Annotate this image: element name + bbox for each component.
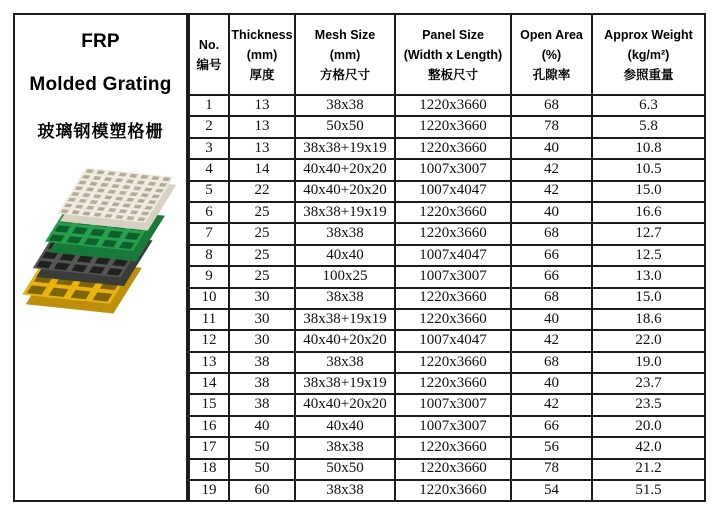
table-cell: 100x25 — [295, 266, 395, 287]
table-row — [189, 459, 705, 480]
table-cell: 30 — [229, 288, 295, 309]
table-cell: 1220x3660 — [395, 352, 511, 373]
table-row — [189, 373, 705, 394]
table-row — [189, 181, 705, 202]
table-cell: 68 — [511, 223, 592, 244]
table-cell: 1220x3660 — [395, 373, 511, 394]
table-cell: 38x38 — [295, 437, 395, 458]
table-cell: 38x38+19x19 — [295, 138, 395, 159]
table-cell: 68 — [511, 352, 592, 373]
table-cell: 14 — [229, 159, 295, 180]
table-row — [189, 266, 705, 287]
table-row — [189, 330, 705, 351]
table-cell: 15.0 — [592, 181, 705, 202]
table-cell: 4 — [189, 159, 229, 180]
table-cell: 15 — [189, 394, 229, 415]
table-cell: 1220x3660 — [395, 480, 511, 501]
table-cell: 10.5 — [592, 159, 705, 180]
table-cell: 1007x3007 — [395, 394, 511, 415]
table-cell: 25 — [229, 202, 295, 223]
table-cell: 54 — [511, 480, 592, 501]
table-cell: 12.5 — [592, 245, 705, 266]
table-cell: 40x40+20x20 — [295, 330, 395, 351]
table-row — [189, 95, 705, 116]
table-cell: 1007x3007 — [395, 159, 511, 180]
brand-title-chinese: 玻璃钢模塑格栅 — [37, 122, 164, 141]
table-cell: 13 — [229, 116, 295, 137]
table-cell: 78 — [511, 116, 592, 137]
table-cell: 15.0 — [592, 288, 705, 309]
table-cell: 6 — [189, 202, 229, 223]
table-cell: 23.5 — [592, 394, 705, 415]
table-cell: 42 — [511, 181, 592, 202]
table-cell: 42.0 — [592, 437, 705, 458]
brand-title-molded-grating: Molded Grating — [29, 74, 172, 95]
spec-table — [188, 13, 706, 502]
table-cell: 51.5 — [592, 480, 705, 501]
column-header: Thickness (mm) 厚度 — [229, 14, 295, 95]
table-cell: 66 — [511, 416, 592, 437]
table-cell: 40x40 — [295, 245, 395, 266]
table-cell: 7 — [189, 223, 229, 244]
table-cell: 38x38 — [295, 352, 395, 373]
table-cell: 38x38+19x19 — [295, 373, 395, 394]
table-row — [189, 394, 705, 415]
table-cell: 1220x3660 — [395, 138, 511, 159]
table-cell: 1220x3660 — [395, 202, 511, 223]
table-cell: 2 — [189, 116, 229, 137]
table-cell: 78 — [511, 459, 592, 480]
table-cell: 19.0 — [592, 352, 705, 373]
table-cell: 14 — [189, 373, 229, 394]
table-row — [189, 223, 705, 244]
table-cell: 13.0 — [592, 266, 705, 287]
table-cell: 42 — [511, 159, 592, 180]
table-row — [189, 480, 705, 501]
spec-table-header-row — [189, 14, 705, 95]
table-cell: 68 — [511, 288, 592, 309]
table-cell: 42 — [511, 330, 592, 351]
table-cell: 30 — [229, 309, 295, 330]
table-cell: 10.8 — [592, 138, 705, 159]
table-cell: 1220x3660 — [395, 288, 511, 309]
table-cell: 3 — [189, 138, 229, 159]
table-cell: 40x40+20x20 — [295, 159, 395, 180]
spec-table-header — [189, 14, 705, 95]
table-cell: 50 — [229, 459, 295, 480]
table-row — [189, 416, 705, 437]
table-cell: 13 — [189, 352, 229, 373]
table-cell: 17 — [189, 437, 229, 458]
table-cell: 38 — [229, 394, 295, 415]
table-cell: 38x38 — [295, 288, 395, 309]
table-cell: 38 — [229, 352, 295, 373]
table-cell: 40 — [511, 373, 592, 394]
table-cell: 12.7 — [592, 223, 705, 244]
table-row — [189, 245, 705, 266]
table-cell: 50 — [229, 437, 295, 458]
table-cell: 40 — [511, 138, 592, 159]
table-cell: 60 — [229, 480, 295, 501]
table-cell: 56 — [511, 437, 592, 458]
column-header: Open Area (%) 孔隙率 — [511, 14, 592, 95]
brand-title-frp: FRP — [81, 31, 120, 52]
table-row — [189, 116, 705, 137]
table-cell: 19 — [189, 480, 229, 501]
brand-panel — [13, 13, 188, 502]
table-row — [189, 437, 705, 458]
table-cell: 21.2 — [592, 459, 705, 480]
table-cell: 68 — [511, 95, 592, 116]
table-cell: 1220x3660 — [395, 437, 511, 458]
table-cell: 40 — [229, 416, 295, 437]
table-cell: 30 — [229, 330, 295, 351]
column-header: Mesh Size (mm) 方格尺寸 — [295, 14, 395, 95]
table-cell: 22.0 — [592, 330, 705, 351]
table-cell: 20.0 — [592, 416, 705, 437]
table-cell: 16.6 — [592, 202, 705, 223]
table-row — [189, 352, 705, 373]
table-cell: 1007x3007 — [395, 416, 511, 437]
column-header: Approx Weight (kg/m²) 参照重量 — [592, 14, 705, 95]
table-cell: 23.7 — [592, 373, 705, 394]
spec-table-body — [189, 95, 705, 501]
table-cell: 66 — [511, 245, 592, 266]
table-cell: 25 — [229, 223, 295, 244]
table-row — [189, 159, 705, 180]
table-cell: 1007x4047 — [395, 181, 511, 202]
table-cell: 25 — [229, 245, 295, 266]
table-cell: 13 — [229, 95, 295, 116]
content — [13, 13, 706, 502]
table-cell: 12 — [189, 330, 229, 351]
table-cell: 5 — [189, 181, 229, 202]
table-cell: 16 — [189, 416, 229, 437]
table-cell: 38x38 — [295, 95, 395, 116]
table-cell: 1220x3660 — [395, 116, 511, 137]
table-cell: 1220x3660 — [395, 95, 511, 116]
table-cell: 66 — [511, 266, 592, 287]
table-cell: 18 — [189, 459, 229, 480]
table-cell: 1007x4047 — [395, 245, 511, 266]
table-cell: 8 — [189, 245, 229, 266]
table-cell: 38x38+19x19 — [295, 202, 395, 223]
table-row — [189, 202, 705, 223]
table-cell: 11 — [189, 309, 229, 330]
table-cell: 38x38 — [295, 480, 395, 501]
table-cell: 25 — [229, 266, 295, 287]
table-cell: 50x50 — [295, 459, 395, 480]
table-cell: 5.8 — [592, 116, 705, 137]
table-cell: 40x40+20x20 — [295, 181, 395, 202]
table-row — [189, 309, 705, 330]
table-row — [189, 288, 705, 309]
table-cell: 1220x3660 — [395, 223, 511, 244]
table-cell: 1220x3660 — [395, 309, 511, 330]
table-cell: 42 — [511, 394, 592, 415]
table-cell: 40x40 — [295, 416, 395, 437]
table-cell: 9 — [189, 266, 229, 287]
table-cell: 40x40+20x20 — [295, 394, 395, 415]
table-cell: 6.3 — [592, 95, 705, 116]
table-cell: 40 — [511, 202, 592, 223]
table-row — [189, 138, 705, 159]
grating-product-image — [19, 154, 183, 326]
table-cell: 1007x4047 — [395, 330, 511, 351]
column-header: No. 编号 — [189, 14, 229, 95]
table-cell: 13 — [229, 138, 295, 159]
table-cell: 22 — [229, 181, 295, 202]
table-cell: 50x50 — [295, 116, 395, 137]
table-cell: 38 — [229, 373, 295, 394]
table-cell: 38x38 — [295, 223, 395, 244]
table-cell: 40 — [511, 309, 592, 330]
table-cell: 10 — [189, 288, 229, 309]
column-header: Panel Size (Width x Length) 整板尺寸 — [395, 14, 511, 95]
table-cell: 38x38+19x19 — [295, 309, 395, 330]
table-cell: 1007x3007 — [395, 266, 511, 287]
table-cell: 18.6 — [592, 309, 705, 330]
table-cell: 1220x3660 — [395, 459, 511, 480]
table-cell: 1 — [189, 95, 229, 116]
